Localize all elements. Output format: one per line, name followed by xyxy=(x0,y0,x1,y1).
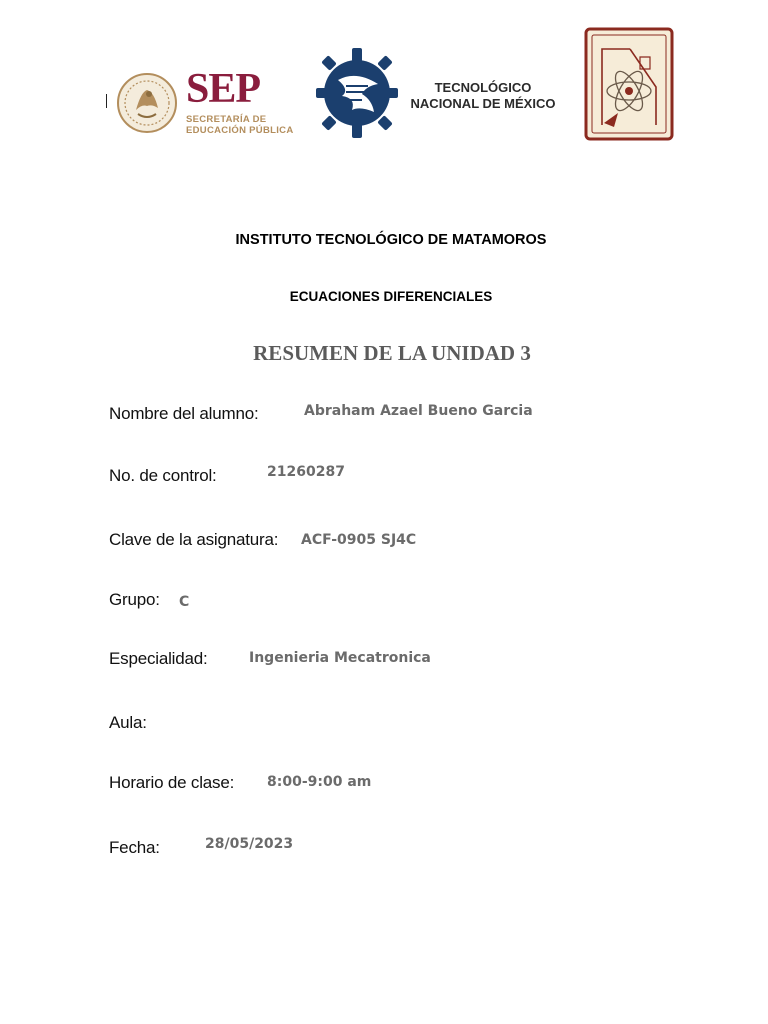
schedule-label: Horario de clase: xyxy=(109,773,235,792)
student-name-value: Abraham Azael Bueno Garcia xyxy=(304,403,533,419)
date-label: Fecha: xyxy=(109,838,160,857)
document-title: RESUMEN DE LA UNIDAD 3 xyxy=(253,341,531,365)
control-number-value: 21260287 xyxy=(267,464,345,480)
sep-wordmark: SEP xyxy=(186,66,261,112)
classroom-label: Aula: xyxy=(109,713,147,732)
sep-logo xyxy=(186,66,311,140)
sep-subtitle-line1: SECRETARÍA DE xyxy=(186,114,267,125)
student-name-label: Nombre del alumno: xyxy=(109,404,259,423)
tecnm-wordmark xyxy=(403,80,563,112)
subject-key-label: Clave de la asignatura: xyxy=(109,530,279,549)
control-number-label: No. de control: xyxy=(109,466,217,485)
text-cursor xyxy=(106,94,107,108)
mexico-seal-icon xyxy=(116,70,178,136)
institute-title: INSTITUTO TECNOLÓGICO DE MATAMOROS xyxy=(235,232,547,248)
group-value: C xyxy=(179,594,190,610)
itm-shield-icon xyxy=(584,27,674,141)
schedule-value: 8:00-9:00 am xyxy=(267,774,372,790)
specialty-label: Especialidad: xyxy=(109,649,208,668)
date-value: 28/05/2023 xyxy=(205,836,294,852)
course-title: ECUACIONES DIFERENCIALES xyxy=(289,289,493,304)
tecnm-eagle-gear-icon xyxy=(316,40,398,146)
tecnm-line2: NACIONAL DE MÉXICO xyxy=(410,96,556,111)
sep-subtitle-line2: EDUCACIÓN PÚBLICA xyxy=(186,125,294,136)
tecnm-line1: TECNOLÓGICO xyxy=(434,80,532,95)
specialty-value: Ingenieria Mecatronica xyxy=(249,650,431,666)
group-label: Grupo: xyxy=(109,590,160,609)
subject-key-value: ACF-0905 SJ4C xyxy=(301,532,417,548)
